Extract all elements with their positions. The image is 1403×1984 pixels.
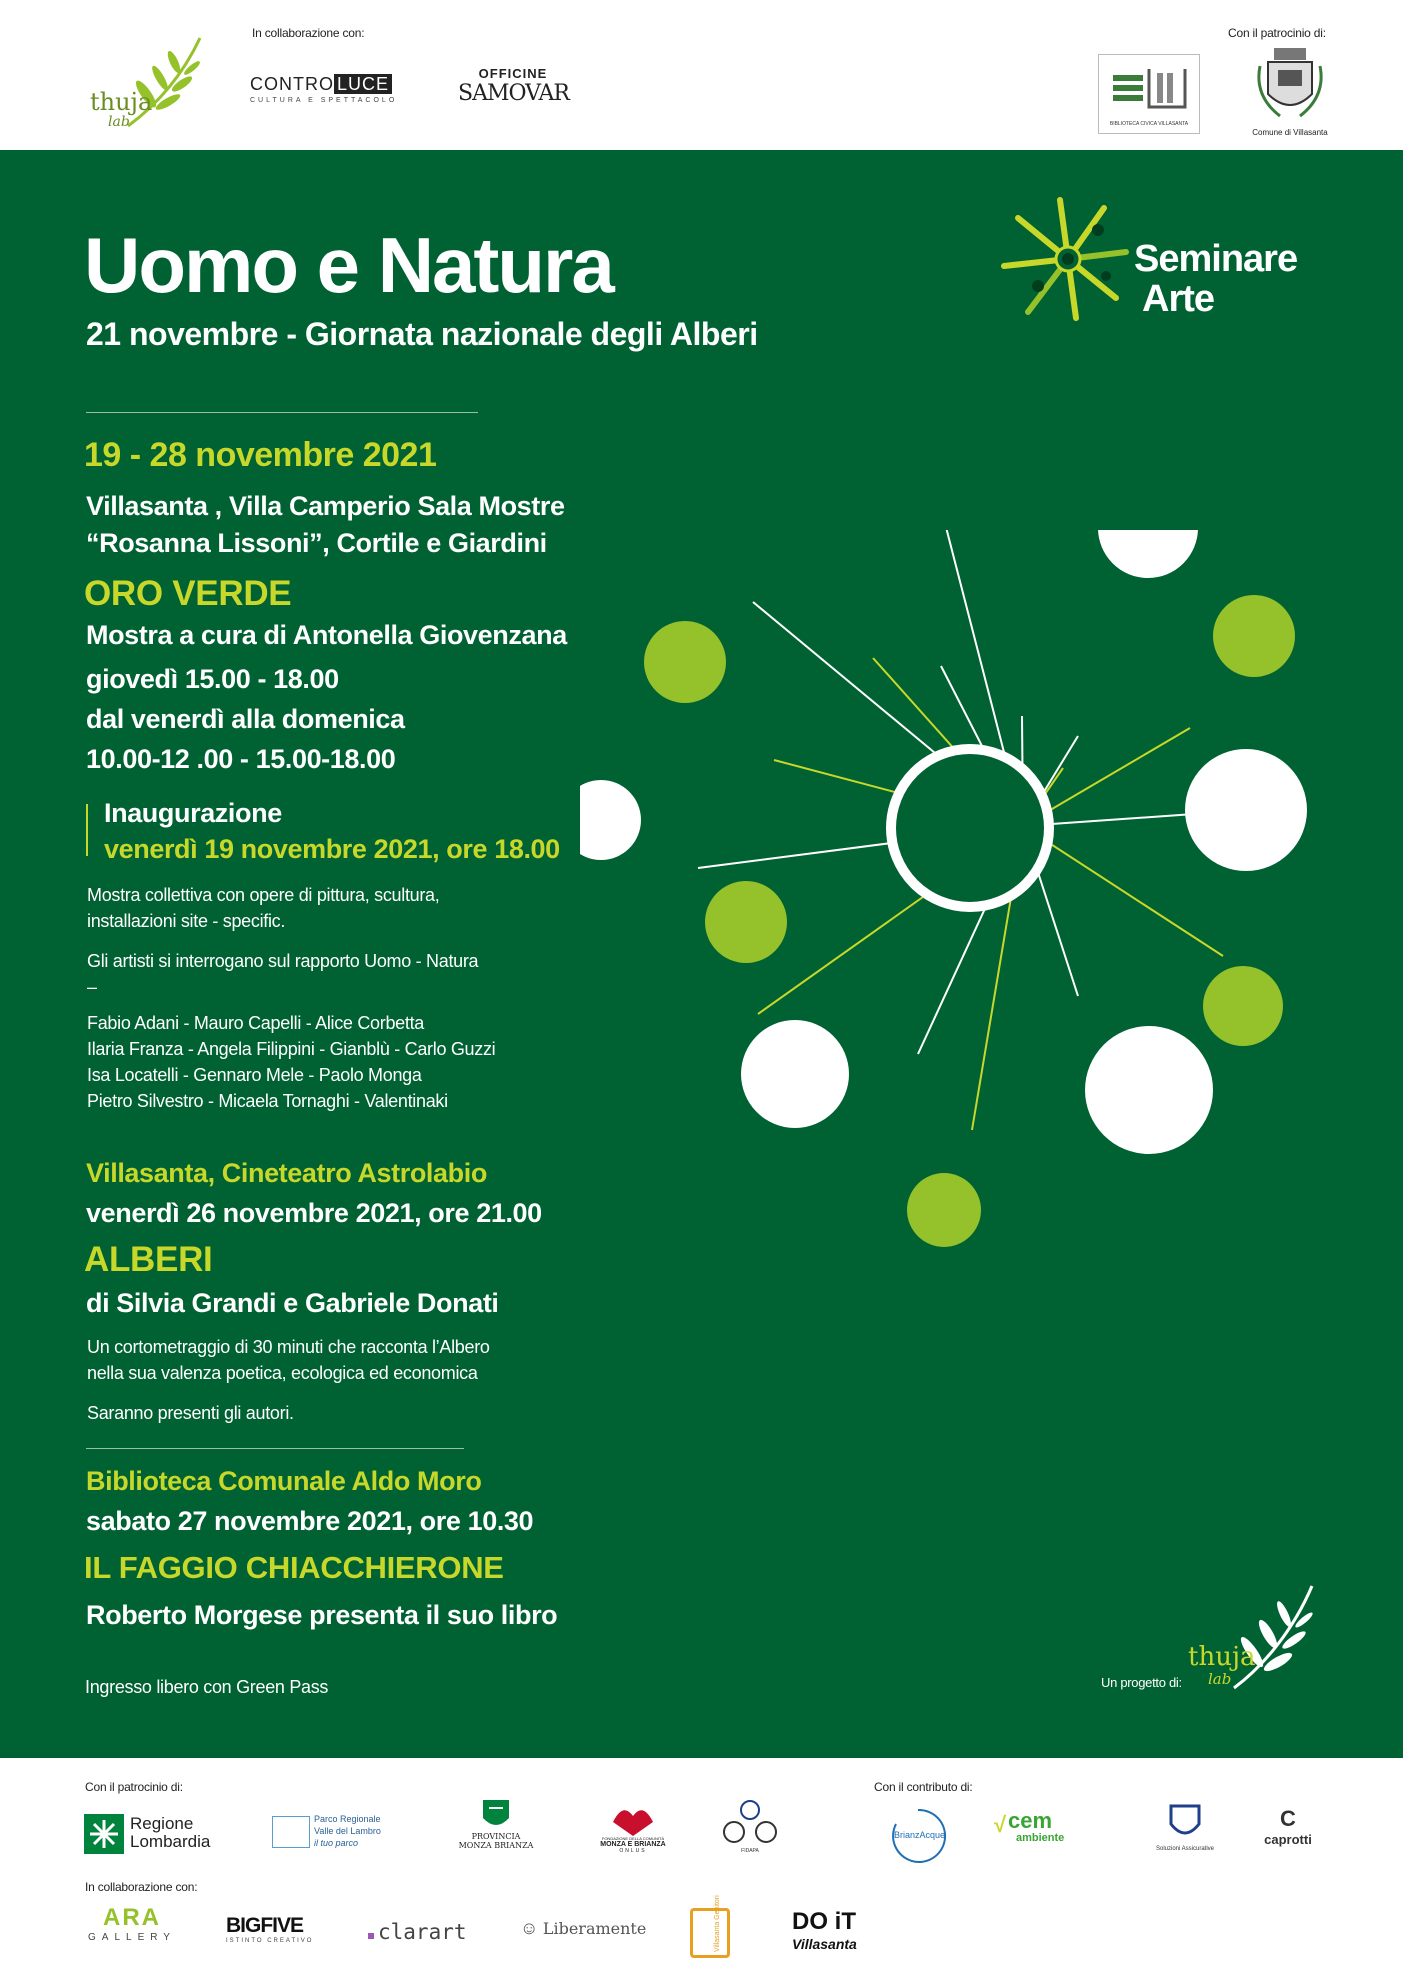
page-subtitle: 21 novembre - Giornata nazionale degli Alberi xyxy=(86,316,758,352)
soluzioni-shield-icon xyxy=(1165,1802,1205,1842)
burst-circle xyxy=(907,1173,981,1247)
event2-place: Villasanta, Cineteatro Astrolabio xyxy=(86,1158,487,1188)
burst-circle xyxy=(1185,749,1307,871)
provincia-logo: PROVINCIA MONZA BRIANZA xyxy=(448,1798,544,1864)
thuja-leaf-icon xyxy=(88,34,208,134)
footer-note: Ingresso libero con Green Pass xyxy=(85,1677,329,1697)
event1-hours-3: 10.00-12 .00 - 15.00-18.00 xyxy=(86,744,396,774)
comune-logo: Comune di Villasanta xyxy=(1250,46,1330,142)
inaug-label: Inaugurazione xyxy=(104,798,282,828)
soluzioni-logo: Soluzioni Assicurative xyxy=(1142,1802,1228,1862)
page-title: Uomo e Natura xyxy=(84,221,613,309)
event3-title: IL FAGGIO CHIACCHIERONE xyxy=(84,1550,504,1585)
thuja-word: thuja xyxy=(90,88,153,116)
biblioteca-icon xyxy=(1099,59,1199,119)
burst-circle xyxy=(1085,1026,1213,1154)
burst-circle xyxy=(1098,530,1198,578)
bottom-contributo-label: Con il contributo di: xyxy=(874,1780,973,1794)
sponsor-bar xyxy=(0,1758,1403,1984)
fidapa-globe-icon xyxy=(720,1798,780,1848)
burst-circle xyxy=(741,1020,849,1128)
doit-logo: DO iT Villasanta xyxy=(792,1908,857,1952)
inaug-date: venerdì 19 novembre 2021, ore 18.00 xyxy=(104,834,560,864)
genitori-family-icon xyxy=(690,1908,730,1958)
event2-title: ALBERI xyxy=(84,1240,213,1279)
biblioteca-logo: BIBLIOTECA CIVICA VILLASANTA xyxy=(1098,54,1200,134)
regione-lombardia-logo: Regione Lombardia xyxy=(84,1812,234,1856)
event2-desc-3: Saranno presenti gli autori. xyxy=(87,1403,294,1423)
clarart-dot-icon xyxy=(368,1933,374,1939)
artists-3: Isa Locatelli - Gennaro Mele - Paolo Monga xyxy=(87,1065,422,1085)
bigfive-logo: BIGFIVE ISTINTO CREATIVO xyxy=(226,1914,314,1944)
burst-circle xyxy=(705,881,787,963)
bottom-patrocinio-label: Con il patrocinio di: xyxy=(85,1780,183,1794)
event1-desc-1: Mostra collettiva con opere di pittura, scultura, xyxy=(87,885,440,905)
provincia-shield-icon xyxy=(481,1798,511,1832)
burst-circle xyxy=(1203,966,1283,1046)
event1-desc-3: Gli artisti si interrogano sul rapporto Uomo - Natura xyxy=(87,951,479,971)
circle-burst-graphic xyxy=(580,530,1360,1510)
event2-authors: di Silvia Grandi e Gabriele Donati xyxy=(86,1288,499,1318)
burst-circle xyxy=(1213,595,1295,677)
main-panel xyxy=(0,150,1403,1758)
burst-circle xyxy=(580,780,641,860)
event3-desc: Roberto Morgese presenta il suo libro xyxy=(86,1600,558,1630)
event1-place-1: Villasanta , Villa Camperio Sala Mostre xyxy=(86,491,565,521)
seminare-arte-burst-icon xyxy=(998,194,1138,324)
event1-hours-1: giovedì 15.00 - 18.00 xyxy=(86,664,339,694)
samovar-logo: OFFICINE SAMOVAR xyxy=(458,66,569,106)
event1-place-2: “Rosanna Lissoni”, Cortile e Giardini xyxy=(86,528,547,558)
regione-cross-icon xyxy=(84,1814,124,1854)
event1-hours-2: dal venerdì alla domenica xyxy=(86,704,405,734)
project-by-label: Un progetto di: xyxy=(1101,1675,1182,1690)
event2-desc-1: Un cortometraggio di 30 minuti che racconta l’Albero xyxy=(87,1337,490,1357)
thuja-project-logo: thuja lab xyxy=(1190,1580,1320,1700)
genitori-logo: Villasanta Genitori xyxy=(690,1908,746,1962)
event3-place: Biblioteca Comunale Aldo Moro xyxy=(86,1466,482,1496)
event2-desc-2: nella sua valenza poetica, ecologica ed economica xyxy=(87,1363,478,1383)
bottom-collab-label: In collaborazione con: xyxy=(85,1880,198,1894)
ara-gallery-logo: ARA GALLERY xyxy=(88,1904,176,1943)
caprotti-mark-icon: C xyxy=(1280,1806,1296,1831)
thuja-lab: lab xyxy=(108,114,130,130)
comune-crest-icon xyxy=(1250,46,1330,122)
parco-logo: Parco Regionale Valle del Lambro il tuo parco xyxy=(272,1812,402,1852)
seminare-arte-logo: Seminare Arte xyxy=(998,194,1338,324)
event1-title: ORO VERDE xyxy=(84,574,292,613)
burst-circle xyxy=(644,621,726,703)
top-bar xyxy=(0,0,1403,150)
collab-label: In collaborazione con: xyxy=(252,26,365,40)
divider-1 xyxy=(86,412,478,413)
artists-1: Fabio Adani - Mauro Capelli - Alice Corbetta xyxy=(87,1013,424,1033)
clarart-logo: clarart xyxy=(368,1920,478,1950)
event1-dash: – xyxy=(87,977,97,997)
patrocinio-label: Con il patrocinio di: xyxy=(1228,26,1326,40)
cem-check-icon: √ xyxy=(994,1812,1007,1837)
event1-curator: Mostra a cura di Antonella Giovenzana xyxy=(86,620,567,650)
artists-2: Ilaria Franza - Angela Filippini - Gianblù - Carlo Guzzi xyxy=(87,1039,496,1059)
inaug-marker xyxy=(86,804,88,856)
liberamente-figure-icon: ☺ xyxy=(520,1918,539,1938)
fondazione-logo: FONDAZIONE DELLA COMUNITÀ MONZA E BRIANZA ONLUS xyxy=(588,1802,678,1866)
divider-2 xyxy=(86,1448,464,1449)
event2-date: venerdì 26 novembre 2021, ore 21.00 xyxy=(86,1198,542,1228)
event1-dates: 19 - 28 novembre 2021 xyxy=(84,436,437,474)
fondazione-heart-icon xyxy=(603,1802,663,1836)
caprotti-logo: C caprotti xyxy=(1248,1806,1328,1856)
fidapa-logo: FIDAPA xyxy=(720,1798,780,1862)
thuja-logo xyxy=(88,34,208,134)
cem-ambiente-logo: cem ambiente √ xyxy=(994,1808,1065,1844)
event3-date: sabato 27 novembre 2021, ore 10.30 xyxy=(86,1506,534,1536)
event1-desc-2: installazioni site - specific. xyxy=(87,911,286,931)
controluce-logo: CONTRO LUCE CULTURA E SPETTACOLO xyxy=(250,74,398,104)
artists-4: Pietro Silvestro - Micaela Tornaghi - Valentinaki xyxy=(87,1091,448,1111)
brianzacque-logo: BrianzAcque xyxy=(886,1806,950,1866)
hub-circle xyxy=(891,749,1049,907)
liberamente-logo: ☺ Liberamente xyxy=(520,1918,647,1938)
